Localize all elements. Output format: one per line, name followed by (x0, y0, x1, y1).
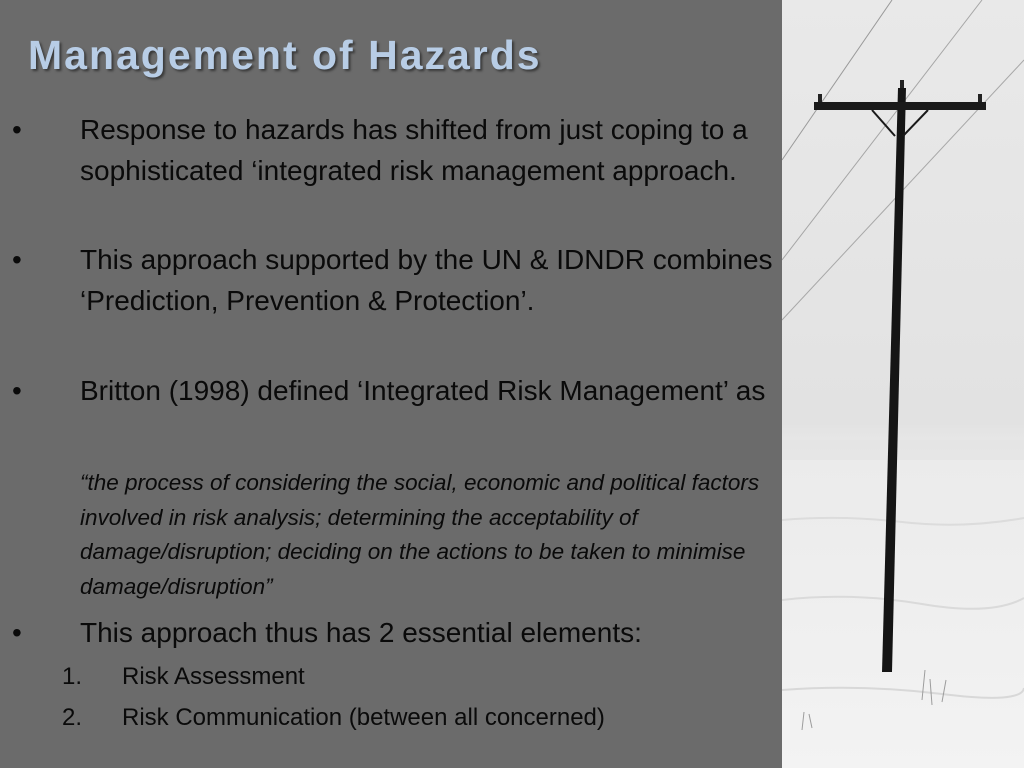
item-text: Risk Assessment (122, 663, 305, 690)
bullet-marker: • (12, 114, 22, 145)
definition-quote: “the process of considering the social, economic and political factors involved in risk analysis; determining the acceptability of damage/disruption; deciding on the actions to be taken to minimise damage/disruption” (80, 470, 760, 599)
bullet-text: This approach thus has 2 essential elements: (80, 617, 642, 648)
bullet-marker: • (12, 244, 22, 275)
item-text: Risk Communication (between all concerned) (122, 704, 605, 731)
bullet-marker: • (12, 375, 22, 406)
bullet-text: This approach supported by the UN & IDNDR combines ‘Prediction, Prevention & Protection’. (80, 244, 773, 316)
slide-title: Management of Hazards (28, 32, 542, 78)
snowy-telephone-pole-photo (782, 0, 1024, 768)
item-number: 1. (62, 663, 83, 690)
bullet-text: Britton (1998) defined ‘Integrated Risk Management’ as (80, 375, 766, 406)
bullet-text: Response to hazards has shifted from just coping to a sophisticated ‘integrated risk management approach. (80, 114, 748, 186)
item-number: 2. (62, 704, 83, 731)
bullet-marker: • (12, 617, 22, 648)
